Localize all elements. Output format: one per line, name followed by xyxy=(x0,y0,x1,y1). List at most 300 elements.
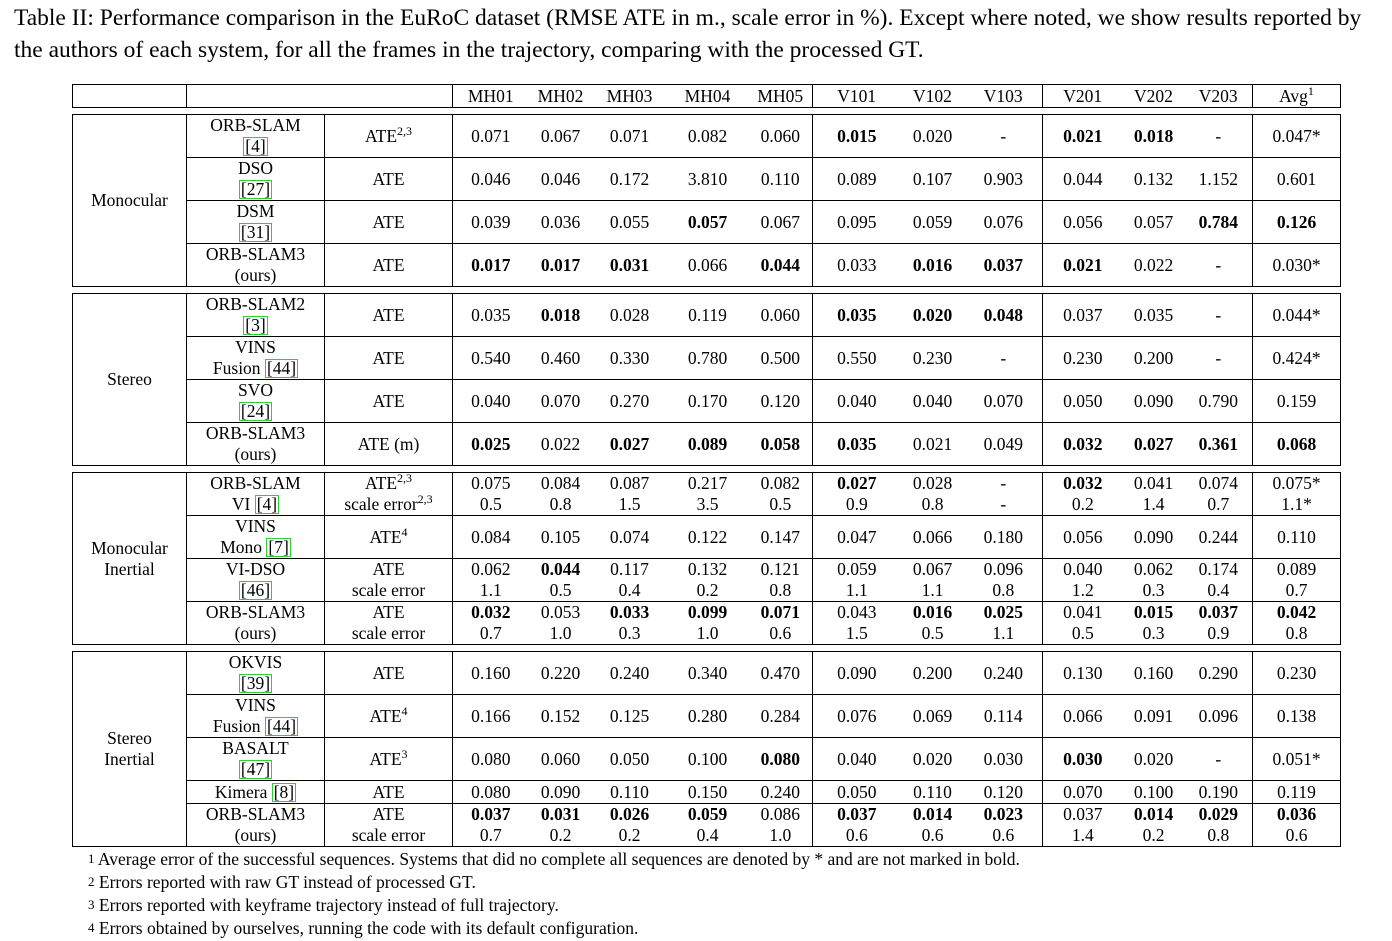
value: 0.076 xyxy=(837,705,877,726)
value-cell xyxy=(1253,244,1341,287)
value-cell xyxy=(965,380,1043,423)
metric-line: ATE$^4$ xyxy=(369,703,408,726)
table-row xyxy=(73,337,1341,380)
value: 0.020 xyxy=(912,748,953,769)
system-name-line: ORB-SLAM3 xyxy=(205,423,306,443)
value-cell xyxy=(1185,115,1253,158)
value: 0.080 xyxy=(471,781,511,802)
value: 0.062 xyxy=(1133,559,1174,579)
value: 0.120 xyxy=(760,390,800,411)
value: 0.018 xyxy=(540,304,581,325)
system-name-line: (ours) xyxy=(234,265,277,285)
value: 1.1 xyxy=(845,580,868,600)
citation-link[interactable]: [46] xyxy=(240,580,271,600)
value-cell xyxy=(1185,473,1253,516)
value: 0.031 xyxy=(609,254,650,275)
value: 0.340 xyxy=(687,662,728,683)
citation-link[interactable]: [47] xyxy=(240,759,271,779)
value-cell xyxy=(1185,602,1253,645)
value-cell xyxy=(1043,201,1123,244)
footnote-1 xyxy=(88,848,1020,871)
citation-link[interactable]: [7] xyxy=(268,537,289,557)
value-cell xyxy=(593,473,667,516)
citation-link[interactable]: [24] xyxy=(240,401,271,421)
value-cell xyxy=(1123,804,1185,847)
value: 0.075 xyxy=(471,473,511,493)
value-cell xyxy=(813,337,901,380)
value-cell xyxy=(593,244,667,287)
value: 0.6 xyxy=(845,825,868,845)
footnote-ref: 4 xyxy=(401,524,408,539)
table-row xyxy=(73,602,1341,645)
footnote-text: Errors obtained by ourselves, running the code with its default configuration. xyxy=(98,918,639,938)
metric-name xyxy=(325,294,453,337)
table-row xyxy=(73,158,1341,201)
value-cell xyxy=(965,201,1043,244)
value: 0.076 xyxy=(983,211,1023,232)
system-name-line: Kimera [8] xyxy=(214,781,295,802)
value: 0.035 xyxy=(837,433,877,454)
value: 0.132 xyxy=(687,559,728,579)
value-cell xyxy=(813,516,901,559)
value-cell xyxy=(749,738,813,781)
value-cell xyxy=(593,602,667,645)
value-cell xyxy=(749,804,813,847)
value: 0.067 xyxy=(540,125,581,146)
system-name-line: ORB-SLAM3 xyxy=(205,244,306,264)
group-label xyxy=(73,652,187,847)
value-cell xyxy=(667,115,749,158)
value: 0.9 xyxy=(1207,623,1230,643)
header-avg xyxy=(1253,85,1341,108)
system-name xyxy=(187,473,325,516)
value: 0.058 xyxy=(760,433,800,454)
value-cell xyxy=(529,158,593,201)
value-cell xyxy=(1185,423,1253,466)
citation-link[interactable]: [44] xyxy=(266,716,297,736)
value-cell xyxy=(1185,244,1253,287)
value-cell xyxy=(593,337,667,380)
value-cell xyxy=(453,115,529,158)
value: 0.030 xyxy=(1063,748,1103,769)
value-cell xyxy=(1123,781,1185,804)
value: 0.089 xyxy=(687,433,728,454)
citation-line xyxy=(189,179,322,200)
value-cell xyxy=(901,294,965,337)
citation-link[interactable]: [39] xyxy=(240,673,271,693)
value: 0.087 xyxy=(609,473,650,493)
value-cell xyxy=(901,695,965,738)
value-cell xyxy=(1043,516,1123,559)
metric-name xyxy=(325,380,453,423)
footnote-ref: 2,3 xyxy=(417,492,433,507)
value: 0.066 xyxy=(687,254,728,275)
value: 0.550 xyxy=(837,347,877,368)
value: 0.017 xyxy=(540,254,581,275)
metric-name xyxy=(325,516,453,559)
value-cell xyxy=(813,115,901,158)
value: - xyxy=(1215,304,1222,325)
value-cell xyxy=(453,201,529,244)
metric-line: ATE$^3$ xyxy=(369,746,408,769)
value-cell xyxy=(749,337,813,380)
value-cell xyxy=(965,695,1043,738)
value-cell xyxy=(1043,804,1123,847)
value-cell xyxy=(1123,201,1185,244)
value: 1.5 xyxy=(845,623,868,643)
value: 0.070 xyxy=(1063,781,1103,802)
citation-link[interactable]: [4] xyxy=(245,136,266,156)
value: 0.050 xyxy=(1063,390,1103,411)
citation-link[interactable]: [4] xyxy=(256,494,278,514)
value-cell xyxy=(1043,244,1123,287)
value: 0.6 xyxy=(769,623,792,643)
value: 0.8 xyxy=(1285,623,1308,643)
header-label: V202 xyxy=(1134,85,1173,106)
value: 0.110 xyxy=(610,781,649,802)
citation-line xyxy=(189,136,322,157)
value: 0.032 xyxy=(471,602,511,622)
value-cell xyxy=(1123,516,1185,559)
system-name-line: BASALT xyxy=(222,738,289,758)
header-row xyxy=(73,85,1341,108)
value: 0.3 xyxy=(1142,580,1165,600)
value: 0.022 xyxy=(1133,254,1174,275)
header-v102 xyxy=(901,85,965,108)
system-name xyxy=(187,115,325,158)
value-cell xyxy=(965,738,1043,781)
value: 0.032 xyxy=(1063,473,1103,493)
value-cell xyxy=(901,337,965,380)
footnote-ref: 2,3 xyxy=(397,471,413,486)
value: 0.4 xyxy=(696,825,719,845)
value: 0.460 xyxy=(540,347,581,368)
value-cell xyxy=(1185,516,1253,559)
value: 0.084 xyxy=(540,473,581,493)
value-cell xyxy=(529,294,593,337)
value-cell xyxy=(453,559,529,602)
value: 1.2 xyxy=(1071,580,1094,600)
value-cell xyxy=(593,738,667,781)
value: 0.220 xyxy=(540,662,581,683)
system-name-line: VINS xyxy=(235,337,276,357)
system-name xyxy=(187,804,325,847)
group-label xyxy=(73,473,187,645)
value: 0.7 xyxy=(1285,580,1308,600)
value-cell xyxy=(453,804,529,847)
value-cell xyxy=(749,201,813,244)
value: 0.138 xyxy=(1276,705,1317,726)
value-cell xyxy=(1185,804,1253,847)
metric-line: scale error$^{2,3}$ xyxy=(344,492,433,514)
value: 0.044* xyxy=(1272,304,1321,325)
group-label-line: Stereo xyxy=(107,369,152,389)
value-cell xyxy=(529,337,593,380)
value: 0.037 xyxy=(837,804,877,824)
header-label: V203 xyxy=(1198,85,1238,106)
system-name-line: Mono [7] xyxy=(220,537,289,557)
value-cell xyxy=(749,652,813,695)
value: 0.100 xyxy=(687,748,728,769)
value-cell xyxy=(1253,602,1341,645)
metric-name xyxy=(325,115,453,158)
value-cell xyxy=(901,158,965,201)
value-cell xyxy=(965,516,1043,559)
value: 0.060 xyxy=(760,304,800,325)
value: 0.3 xyxy=(1142,623,1165,643)
value: 0.8 xyxy=(769,580,792,600)
value: 0.053 xyxy=(540,602,581,622)
value: 0.230 xyxy=(1063,347,1103,368)
system-name-line: VI-DSO xyxy=(225,559,286,579)
value: 0.036 xyxy=(1276,804,1317,824)
value: 0.121 xyxy=(760,559,800,579)
value-cell xyxy=(1185,738,1253,781)
metric-line: ATE xyxy=(372,662,405,683)
citation-line xyxy=(189,222,322,243)
value-cell xyxy=(901,423,965,466)
value-cell xyxy=(593,695,667,738)
value-cell xyxy=(965,473,1043,516)
metric-name xyxy=(325,695,453,738)
value-cell xyxy=(813,559,901,602)
header-v103 xyxy=(965,85,1043,108)
value: 0.021 xyxy=(1063,125,1103,146)
metric-name xyxy=(325,158,453,201)
metric-line: ATE xyxy=(372,254,405,275)
value: 0.037 xyxy=(1063,304,1103,325)
header-label: V102 xyxy=(913,85,952,106)
value-cell xyxy=(593,559,667,602)
table-row xyxy=(73,380,1341,423)
value: 0.601 xyxy=(1276,168,1317,189)
value-cell xyxy=(965,423,1043,466)
value: 0.2 xyxy=(618,825,641,845)
value-cell xyxy=(1185,781,1253,804)
value: 0.066 xyxy=(912,526,953,547)
system-name-line: VINS xyxy=(235,695,276,715)
value-cell xyxy=(813,158,901,201)
value: 0.217 xyxy=(687,473,728,493)
value: 0.084 xyxy=(471,526,511,547)
value-cell xyxy=(749,244,813,287)
value-cell xyxy=(529,516,593,559)
header-blank xyxy=(73,85,187,108)
footnote-ref: 3 xyxy=(401,746,408,761)
value-cell xyxy=(1043,602,1123,645)
value: 0.230 xyxy=(1276,662,1317,683)
value-cell xyxy=(667,380,749,423)
value: 0.5 xyxy=(479,494,502,514)
value: 0.069 xyxy=(912,705,953,726)
system-name-line: SVO xyxy=(237,380,273,400)
metric-line: ATE xyxy=(372,781,405,802)
value: 0.041 xyxy=(1063,602,1103,622)
value-cell xyxy=(529,652,593,695)
system-name xyxy=(187,781,325,804)
value-cell xyxy=(667,602,749,645)
table-row xyxy=(73,473,1341,516)
value: 0.147 xyxy=(760,526,800,547)
value-cell xyxy=(1185,294,1253,337)
value: 0.174 xyxy=(1198,559,1238,579)
value-cell xyxy=(901,804,965,847)
value: 0.170 xyxy=(687,390,728,411)
value: 0.039 xyxy=(471,211,511,232)
value-cell xyxy=(1253,337,1341,380)
value-cell xyxy=(529,115,593,158)
value-cell xyxy=(1253,781,1341,804)
value-cell xyxy=(1043,337,1123,380)
value-cell xyxy=(1043,423,1123,466)
table-row xyxy=(73,294,1341,337)
value-cell xyxy=(1185,337,1253,380)
value-cell xyxy=(901,115,965,158)
footnote-text: Errors reported with keyframe trajectory instead of full trajectory. xyxy=(98,895,559,915)
value-cell xyxy=(453,602,529,645)
value: 0.071 xyxy=(471,125,511,146)
value-cell xyxy=(453,294,529,337)
value-cell xyxy=(453,473,529,516)
value: 0.062 xyxy=(471,559,511,579)
system-name xyxy=(187,516,325,559)
value: 0.055 xyxy=(609,211,650,232)
value: 0.060 xyxy=(540,748,581,769)
value: 0.070 xyxy=(540,390,581,411)
value-cell xyxy=(1123,337,1185,380)
value-cell xyxy=(749,115,813,158)
value: 0.067 xyxy=(912,559,953,579)
value: 0.080 xyxy=(760,748,800,769)
system-name-line: (ours) xyxy=(234,825,277,845)
header-label: Avg xyxy=(1279,85,1308,106)
value: 0.244 xyxy=(1198,526,1238,547)
value: 0.040 xyxy=(912,390,953,411)
value: 0.4 xyxy=(618,580,641,600)
citation-link[interactable]: [8] xyxy=(273,781,295,802)
table-caption: Table II: Performance comparison in the EuRoC dataset (RMSE ATE in m., scale error in %). Except where noted, we show results reported by the authors of each system, for all the frames in the trajectory, comparing with the processed GT. xyxy=(14,5,1362,63)
value: 0.040 xyxy=(837,748,877,769)
value: 0.026 xyxy=(609,804,650,824)
metric-line: ATE xyxy=(372,602,405,622)
value-cell xyxy=(667,244,749,287)
value-cell xyxy=(813,423,901,466)
value-cell xyxy=(667,294,749,337)
value: 0.037 xyxy=(983,254,1023,275)
metric-line: scale error xyxy=(351,623,426,643)
value-cell xyxy=(965,559,1043,602)
value: 0.270 xyxy=(609,390,650,411)
group-spacer xyxy=(73,645,1341,652)
value-cell xyxy=(529,201,593,244)
value-cell xyxy=(1185,652,1253,695)
value: 0.5 xyxy=(549,580,572,600)
value-cell xyxy=(529,695,593,738)
value: 0.361 xyxy=(1198,433,1238,454)
citation-link[interactable]: [31] xyxy=(240,222,271,242)
value-cell xyxy=(749,516,813,559)
value-cell xyxy=(1253,738,1341,781)
system-name xyxy=(187,158,325,201)
footnote-2 xyxy=(88,871,1020,894)
header-blank xyxy=(187,85,453,108)
value-cell xyxy=(901,380,965,423)
value: 0.107 xyxy=(912,168,953,189)
metric-name xyxy=(325,559,453,602)
metric-line: ATE$^4$ xyxy=(369,524,408,547)
citation-link[interactable]: [44] xyxy=(266,358,297,378)
value: 0.7 xyxy=(1207,494,1230,514)
system-name xyxy=(187,559,325,602)
header-label: MH04 xyxy=(684,85,731,106)
citation-link[interactable]: [3] xyxy=(245,315,266,335)
value-cell xyxy=(1185,201,1253,244)
value: - xyxy=(1215,748,1222,769)
value: 0.2 xyxy=(549,825,572,845)
value: 0.056 xyxy=(1063,526,1103,547)
value: 0.2 xyxy=(1142,825,1165,845)
value: 0.068 xyxy=(1276,433,1317,454)
value-cell xyxy=(1123,559,1185,602)
value: 1.0 xyxy=(549,623,572,643)
value: 0.060 xyxy=(760,125,800,146)
metric-name xyxy=(325,201,453,244)
value: 0.021 xyxy=(1063,254,1103,275)
value-cell xyxy=(667,337,749,380)
metric-name xyxy=(325,781,453,804)
value: 0.122 xyxy=(687,526,728,547)
header-v203 xyxy=(1185,85,1253,108)
value-cell xyxy=(749,602,813,645)
value: 0.015 xyxy=(1133,602,1174,622)
value: 1.1 xyxy=(992,623,1015,643)
value-cell xyxy=(1043,380,1123,423)
value: 0.330 xyxy=(609,347,650,368)
metric-line: ATE$^{2,3}$ xyxy=(364,471,413,493)
value: 0.117 xyxy=(610,559,649,579)
value: 1.1* xyxy=(1281,494,1312,514)
value-cell xyxy=(1253,294,1341,337)
value: 0.119 xyxy=(1277,781,1316,802)
value-cell xyxy=(901,559,965,602)
header-label: MH02 xyxy=(537,85,584,106)
system-name xyxy=(187,244,325,287)
value-cell xyxy=(1043,652,1123,695)
value: 0.082 xyxy=(687,125,728,146)
value: 0.042 xyxy=(1276,602,1317,622)
system-name-line: Fusion [44] xyxy=(212,358,297,378)
value-cell xyxy=(813,695,901,738)
value: 0.080 xyxy=(471,748,511,769)
citation-line xyxy=(189,673,322,694)
header-label: V103 xyxy=(983,85,1023,106)
value: 0.044 xyxy=(1063,168,1103,189)
value-cell xyxy=(1253,115,1341,158)
citation-link[interactable]: [27] xyxy=(240,179,271,199)
system-name xyxy=(187,602,325,645)
value-cell xyxy=(453,738,529,781)
value-cell xyxy=(813,201,901,244)
footnote-mark: 3 xyxy=(88,897,95,912)
value-cell xyxy=(1123,738,1185,781)
system-name xyxy=(187,652,325,695)
value: 0.071 xyxy=(609,125,650,146)
value: 0.033 xyxy=(609,602,650,622)
footnote-text: Average error of the successful sequences. Systems that did no complete all sequences are denoted by * and are not marked in bold. xyxy=(97,849,1020,869)
value: 0.9 xyxy=(845,494,868,514)
value: 0.040 xyxy=(471,390,511,411)
value: 0.120 xyxy=(983,781,1023,802)
